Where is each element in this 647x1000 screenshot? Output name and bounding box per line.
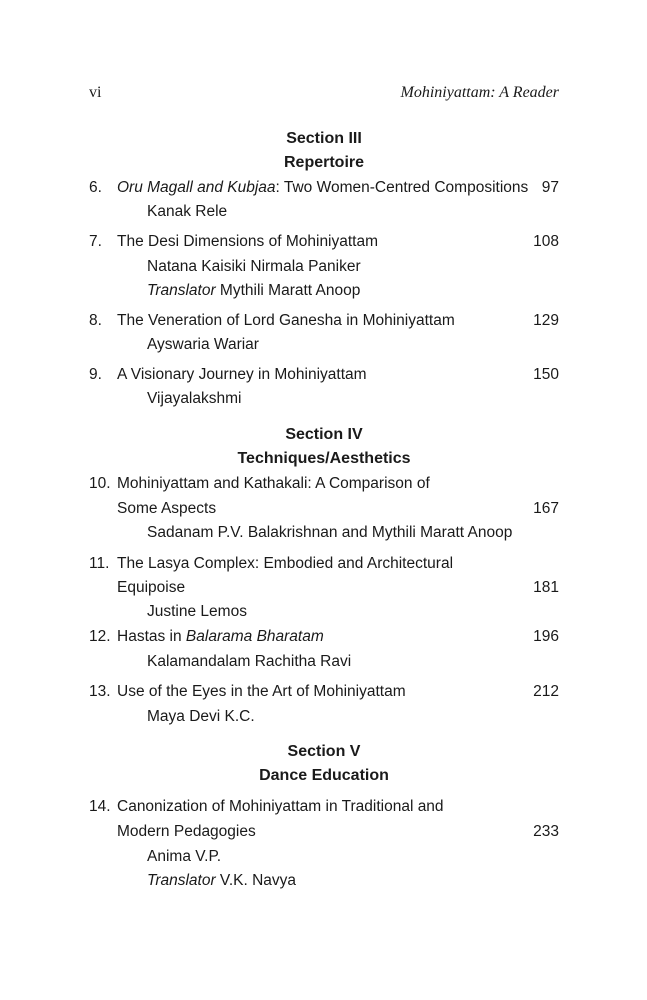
entry-title-plain: Hastas in xyxy=(117,628,186,645)
entry-number: 11. xyxy=(89,555,110,572)
folio: vi xyxy=(89,84,102,101)
translator-name: V.K. Navya xyxy=(215,872,297,889)
translator-name: Mythili Maratt Anoop xyxy=(215,282,361,299)
running-head xyxy=(89,84,559,106)
entry-page: 181 xyxy=(533,579,559,596)
entry-page: 129 xyxy=(533,312,559,329)
entry-title[interactable] xyxy=(117,177,528,199)
entry-author: Natana Kaisiki Nirmala Paniker xyxy=(147,258,361,275)
entry-title[interactable]: The Veneration of Lord Ganesha in Mohiniyattam xyxy=(117,312,455,329)
entry-author: Kalamandalam Rachitha Ravi xyxy=(147,653,352,670)
entry-author: Kanak Rele xyxy=(147,203,228,220)
entry-number: 12. xyxy=(89,628,111,645)
entry-number: 10. xyxy=(89,475,111,492)
entry-title-line1[interactable]: The Lasya Complex: Embodied and Architectural xyxy=(117,555,454,572)
section-label: Section IV xyxy=(285,426,363,443)
section-name: Repertoire xyxy=(283,154,365,171)
entry-title-line1[interactable]: Mohiniyattam and Kathakali: A Comparison of xyxy=(117,475,430,492)
entry-number: 8. xyxy=(89,312,102,329)
entry-number: 7. xyxy=(89,233,102,250)
entry-title-line1[interactable]: Canonization of Mohiniyattam in Traditional and xyxy=(117,798,444,815)
entry-title[interactable]: Use of the Eyes in the Art of Mohiniyattam xyxy=(117,683,406,700)
entry-translator xyxy=(147,280,360,302)
translator-label: Translator xyxy=(147,282,216,299)
entry-page: 97 xyxy=(541,179,559,196)
entry-page: 108 xyxy=(533,233,559,250)
entry-page: 212 xyxy=(533,683,559,700)
section-name: Dance Education xyxy=(259,767,389,784)
section-label: Section V xyxy=(287,743,361,760)
entry-page: 167 xyxy=(533,500,559,517)
entry-number: 6. xyxy=(89,179,102,196)
entry-title[interactable]: The Desi Dimensions of Mohiniyattam xyxy=(117,233,379,250)
entry-title-italic: Oru Magall and Kubjaa xyxy=(117,179,276,196)
entry-title-rest: : Two Women-Centred Compositions xyxy=(275,179,529,196)
section-label: Section III xyxy=(286,130,362,147)
entry-title-line2[interactable]: Equipoise xyxy=(117,579,186,596)
entry-title[interactable] xyxy=(117,626,324,648)
entry-title[interactable]: A Visionary Journey in Mohiniyattam xyxy=(117,366,367,383)
entry-number: 9. xyxy=(89,366,102,383)
entry-page: 196 xyxy=(533,628,559,645)
entry-author: Maya Devi K.C. xyxy=(147,708,255,725)
entry-page: 150 xyxy=(533,366,559,383)
entry-translator xyxy=(147,870,296,892)
section-name: Techniques/Aesthetics xyxy=(237,450,411,467)
entry-page: 233 xyxy=(533,823,559,840)
entry-author: Anima V.P. xyxy=(147,848,222,865)
entry-title-italic: Balarama Bharatam xyxy=(185,628,324,645)
book-title: Mohiniyattam: A Reader xyxy=(400,84,559,101)
entry-author: Ayswaria Wariar xyxy=(147,336,259,353)
entry-author: Justine Lemos xyxy=(147,603,247,620)
entry-author: Sadanam P.V. Balakrishnan and Mythili Maratt Anoop xyxy=(147,524,513,541)
entry-number: 13. xyxy=(89,683,111,700)
entry-title-line2[interactable]: Modern Pedagogies xyxy=(117,823,256,840)
entry-author: Vijayalakshmi xyxy=(147,390,242,407)
translator-label: Translator xyxy=(147,872,216,889)
entry-number: 14. xyxy=(89,798,111,815)
entry-title-line2[interactable]: Some Aspects xyxy=(117,500,217,517)
